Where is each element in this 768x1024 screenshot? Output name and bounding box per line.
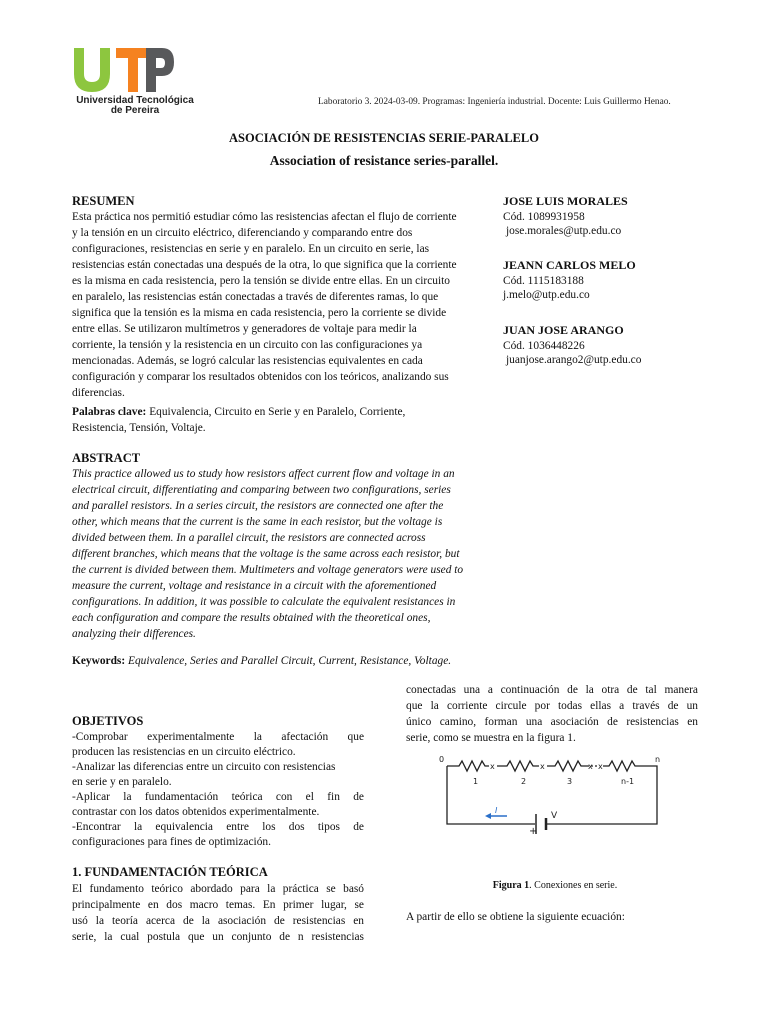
- author-code: Cód. 1036448226: [503, 340, 585, 352]
- objetivos-list: [72, 730, 364, 850]
- right-line: conectadas una a continuación de la otra de tal manera: [406, 684, 698, 696]
- figure-caption-text: . Conexiones en serie.: [529, 880, 618, 891]
- resistor-1: [447, 761, 489, 771]
- abstract-line: analyzing their differences.: [72, 628, 196, 640]
- abstract-line: and parallel resistors. In a series circuit, the resistors are connected one after the: [72, 500, 444, 512]
- abstract-line: each configuration and compare the results obtained with the theoretical ones,: [72, 612, 431, 624]
- abstract-line: This practice allowed us to study how resistors affect current flow and voltage in an: [72, 468, 455, 480]
- university-line-1: Universidad Tecnológica: [76, 95, 194, 106]
- abstract-line: electrical circuit, differentiating and comparing between two configurations, series: [72, 484, 451, 496]
- fundamentacion-line: El fundamento teórico abordado para la práctica se basó: [72, 883, 364, 895]
- objetivo-line: -Comprobar experimentalmente la afectación que: [72, 731, 364, 743]
- node-mark: x: [588, 762, 593, 771]
- author-email: jose.morales@utp.edu.co: [506, 225, 622, 237]
- resistor-n-1: [603, 761, 651, 771]
- keywords-label: Keywords:: [72, 655, 126, 667]
- abstract-line: different branches, which means that the voltage is the same across each resistor, but: [72, 548, 460, 560]
- author-email: j.melo@utp.edu.co: [503, 289, 590, 301]
- author-email: juanjose.arango2@utp.edu.co: [506, 354, 642, 366]
- resumen-line: en paralelo, las resistencias están conectadas a través de diferentes ramas, lo que: [72, 291, 439, 303]
- resumen-line: configuración y comparar los resultados obtenidos con los teóricos, analizando sus: [72, 371, 449, 383]
- abstract-line: other, which means that the current is the same in each resistor, but the voltage is: [72, 516, 443, 528]
- resumen-line: corriente, la tensión y la resistencia en un circuito con las configuraciones ya: [72, 339, 423, 351]
- lab-info: Laboratorio 3. 2024-03-09. Programas: Ingeniería industrial. Docente: Luis Guillermo Henao.: [318, 97, 671, 107]
- objetivo-line: -Aplicar la fundamentación teórica con el fin de: [72, 791, 364, 803]
- resistor-label: 3: [567, 777, 573, 786]
- objetivo-line: en serie y en paralelo.: [72, 776, 172, 788]
- node-end-label: n: [655, 755, 661, 764]
- fundamentacion-body: [72, 881, 364, 945]
- resumen-body: [72, 209, 498, 401]
- resistor-label: 2: [521, 777, 527, 786]
- resumen-line: configuraciones, resistencias en serie y en paralelo. En un circuito en serie, las: [72, 243, 430, 255]
- objetivo-line: -Encontrar la equivalencia entre los dos tipos de: [72, 821, 364, 833]
- objetivos-heading: OBJETIVOS: [72, 714, 144, 728]
- palabras-clave: [72, 404, 502, 436]
- palabras-clave-line-2: Resistencia, Tensión, Voltaje.: [72, 422, 206, 434]
- author-name: JEANN CARLOS MELO: [503, 258, 636, 272]
- abstract-line: configurations. In addition, it was possible to calculate the equivalent resistances in: [72, 596, 456, 608]
- figure-label: Figura 1: [492, 880, 530, 891]
- node-mark: x: [490, 762, 495, 771]
- resistor-3: [547, 761, 587, 771]
- objetivo-line: configuraciones para fines de optimización.: [72, 836, 271, 848]
- fundamentacion-line: serie, la cual postula que un conjunto de n resistencias: [72, 931, 364, 943]
- author-code: Cód. 1089931958: [503, 211, 585, 223]
- resumen-line: resistencias están conectadas una después de la otra, lo que significa que la corriente: [72, 259, 457, 271]
- author-name: JUAN JOSE ARANGO: [503, 323, 624, 337]
- keywords-text: Equivalence, Series and Parallel Circuit, Current, Resistance, Voltage.: [128, 655, 452, 667]
- right-line: único camino, forman una asociación de resistencias en: [406, 716, 698, 728]
- resumen-line: es la misma en cada resistencia, pero la tensión se divide entre ellas. En un circuito: [72, 275, 450, 287]
- title-english: Association of resistance series-parallel.: [269, 153, 499, 168]
- resistor-2: [497, 761, 539, 771]
- resistor-label: 1: [473, 777, 479, 786]
- objetivo-line: -Analizar las diferencias entre un circuito con resistencias: [72, 761, 336, 773]
- node-mark: x: [598, 762, 603, 771]
- node-start-label: 0: [439, 755, 445, 764]
- university-line-2: de Pereira: [110, 105, 160, 116]
- resumen-line: Esta práctica nos permitió estudiar cómo las resistencias afectan el flujo de corriente: [72, 211, 457, 223]
- fundamentacion-line: usó la teoría acerca de la asociación de resistencias en: [72, 915, 364, 927]
- abstract-heading: ABSTRACT: [72, 451, 141, 465]
- author-block: [503, 194, 628, 237]
- node-mark: x: [540, 762, 545, 771]
- abstract-line: the current is divided between them. Multimeters and voltage generators were used to: [72, 564, 464, 576]
- author-name: JOSE LUIS MORALES: [503, 194, 628, 208]
- title-spanish: ASOCIACIÓN DE RESISTENCIAS SERIE-PARALELO: [229, 131, 539, 145]
- palabras-clave-line-1: Equivalencia, Circuito en Serie y en Paralelo, Corriente,: [149, 406, 406, 418]
- resistor-label: n-1: [621, 777, 635, 786]
- resumen-line: diferencias.: [72, 387, 125, 399]
- resumen-line: entre ellas. Se utilizaron multímetros y generadores de voltaje para medir la: [72, 323, 417, 335]
- plus-sign: +: [529, 826, 538, 834]
- abstract-line: measure the current, voltage and resistance in a circuit with the aforementioned: [72, 580, 437, 592]
- right-line: que la corriente circule por todas ellas a través de un: [406, 700, 698, 712]
- abstract-line: divided between them. In a parallel circuit, the resistors are connected across: [72, 532, 426, 544]
- figure-caption: [405, 880, 705, 891]
- author-block: [503, 258, 636, 301]
- resumen-line: significa que la tensión es la misma en cada resistencia, pero la corriente se divide: [72, 307, 447, 319]
- current-arrow-head: [485, 813, 491, 819]
- objetivo-line: contrastar con los datos obtenidos experimentalmente.: [72, 806, 320, 818]
- palabras-clave-label: Palabras clave:: [72, 406, 147, 418]
- voltage-label: V: [551, 811, 558, 821]
- right-line: serie, como se muestra en la figura 1.: [406, 732, 576, 744]
- abstract-body: [72, 466, 512, 642]
- current-label: I: [495, 806, 498, 815]
- resumen-line: mencionadas. Además, se logró calcular las resistencias equivalentes en cada: [72, 355, 423, 367]
- fundamentacion-heading: 1. FUNDAMENTACIÓN TEÓRICA: [72, 865, 268, 879]
- objetivo-line: producen las resistencias en un circuito eléctrico.: [72, 746, 296, 758]
- resumen-line: y la tensión en un circuito eléctrico, diferenciando y comparando entre dos: [72, 227, 413, 239]
- after-figure-text: A partir de ello se obtiene la siguiente ecuación:: [406, 911, 625, 923]
- university-name: [70, 96, 200, 116]
- series-circuit-figure: [437, 752, 667, 834]
- resumen-heading: RESUMEN: [72, 194, 135, 208]
- right-column-text: [406, 682, 698, 746]
- author-code: Cód. 1115183188: [503, 275, 584, 287]
- keywords: [72, 653, 552, 669]
- author-block: [503, 323, 641, 366]
- fundamentacion-line: principalmente en dos macro temas. En primer lugar, se: [72, 899, 364, 911]
